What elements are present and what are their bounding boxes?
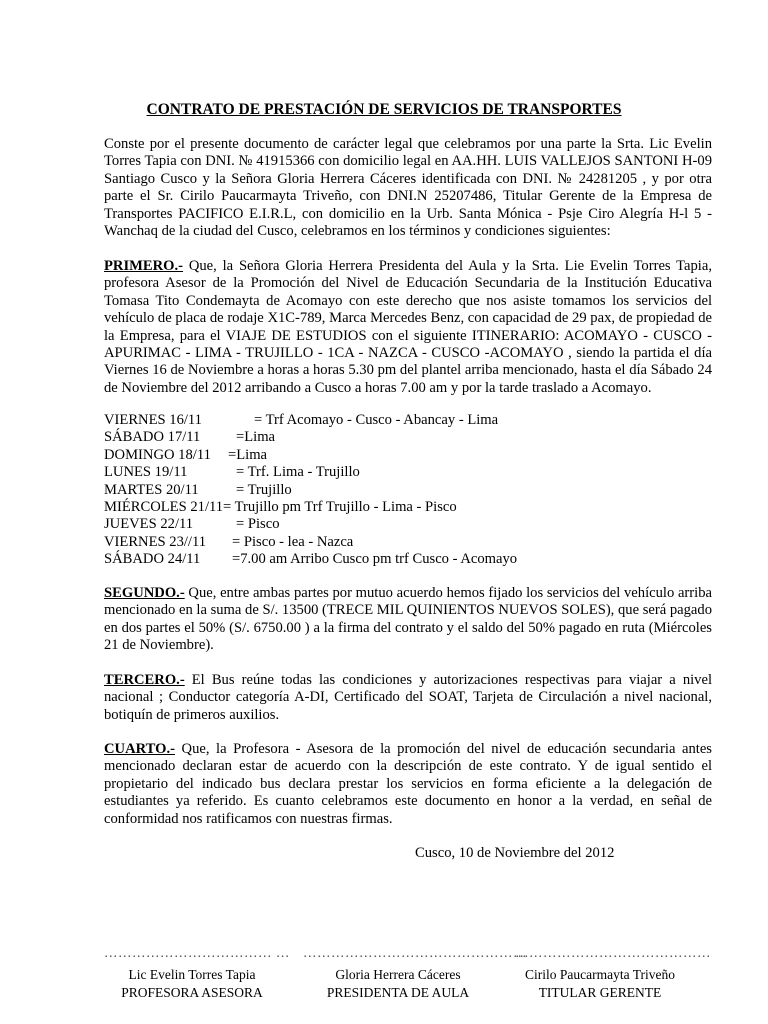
itinerary-day: DOMINGO 18/11	[104, 446, 211, 463]
itinerary-route: =7.00 am Arribo Cusco pm trf Cusco - Acomayo	[232, 551, 518, 568]
intro-paragraph: Conste por el presente documento de carácter legal que celebramos por una parte la Srta. Lic Evelin Torres Tapia con DNI. № 41915366 con domicilio legal en AA.HH. LUIS VALLEJOS SANTONI H-09 Santiago Cusco y la Señora Gloria Herrera Cáceres identificada con DNI. № 24281205 , y por otra parte el Sr. Cirilo Paucarmayta Triveño, con DNI.N 25207486, Titular Gerente de la Empresa de Transportes PACIFICO E.I.R.L, con domicilio en la Urb. Santa Mónica - Psje Ciro Alegría H-l 5 -Wanchaq de la ciudad del Cusco, celebramos en los términos y condiciones siguientes:	[104, 136, 712, 240]
itinerary-day: MARTES 20/11	[104, 481, 199, 498]
signer-name: Lic Evelin Torres Tapia	[128, 967, 256, 982]
signature-line: ……………………………… …	[104, 945, 290, 960]
clause-tercero-text: El Bus reúne todas las condiciones y autorizaciones respectivas para viajar a nivel nacional ; Conductor categoría A-DI, Certificado del SOAT, Tarjeta de Circulación a nivel nacional, botiquín de primeros auxilios.	[104, 672, 712, 723]
signer-role: PRESIDENTA DE AULA	[326, 985, 470, 1000]
itinerary-route: = Trf Acomayo - Cusco - Abancay - Lima	[254, 412, 499, 428]
itinerary-day: SÁBADO 24/11	[104, 551, 201, 568]
clause-segundo-text: Que, entre ambas partes por mutuo acuerdo hemos fijado los servicios del vehículo arriba mencionado en la suma de S/. 13500 (TRECE MIL QUINIENTOS NUEVOS SOLES), que será pagado en dos partes el 50% (S/. 6750.00 ) a la firma del contrato y el saldo del 50% pagado en ruta (Miércoles 21 de Noviembre).	[104, 585, 712, 654]
clause-tercero	[104, 672, 712, 724]
signature-block	[515, 944, 711, 1002]
signer-name: Gloria Herrera Cáceres	[335, 967, 461, 982]
itinerary-route: = Pisco	[236, 516, 280, 533]
signer-name: Cirilo Paucarmayta Triveño	[525, 967, 675, 982]
signature-line: …………………………………………	[303, 945, 527, 960]
signature-block	[303, 944, 527, 1002]
clause-cuarto-heading: CUARTO.-	[104, 741, 175, 757]
clause-cuarto	[104, 741, 712, 828]
clause-primero-heading: PRIMERO.-	[104, 258, 184, 274]
itinerary-route: =Lima	[228, 446, 268, 463]
itinerary-route: = Pisco - lea - Nazca	[232, 533, 354, 550]
itinerary-route: = Trujillo pm Trf Trujillo - Lima - Pisco	[223, 498, 457, 515]
signer-role: PROFESORA ASESORA	[121, 985, 263, 1000]
signature-line: ……………………………………	[515, 945, 711, 960]
itinerary-day: VIERNES 16/11	[104, 412, 202, 428]
itinerary-day: LUNES 19/11	[104, 464, 188, 481]
clause-tercero-heading: TERCERO.-	[104, 672, 185, 688]
document-title: CONTRATO DE PRESTACIÓN DE SERVICIOS DE TRANSPORTES	[146, 101, 622, 118]
itinerary-day: SÁBADO 17/11	[104, 429, 201, 446]
itinerary-route: =Lima	[236, 429, 276, 446]
itinerary-day: VIERNES 23//11	[104, 533, 207, 550]
signature-block	[104, 944, 290, 1002]
clause-cuarto-text: Que, la Profesora - Asesora de la promoción del nivel de educación secundaria antes mencionado declaran estar de acuerdo con la descripción de este contrato. Y de igual sentido el propietario del indicado bus declara prestar los servicios en forma eficiente a la delegación de estudiantes ya referido. Es cuanto celebramos este documento en honor a la verdad, en señal de conformidad nos ratificamos con nuestras firmas.	[104, 741, 712, 827]
clause-primero	[104, 258, 712, 397]
clause-primero-text: Que, la Señora Gloria Herrera Presidenta del Aula y la Srta. Lie Evelin Torres Tapia, profesora Asesor de la Promoción del Nivel de Educación Secundaria de la Institución Educativa Tomasa Tito Condemayta de Acomayo con este derecho que nos asiste tomamos los servicios del vehículo de placa de rodaje X1C-789, Marca Mercedes Benz, con capacidad de 29 pax, de propiedad de la Empresa, para el VIAJE DE ESTUDIOS con el siguiente ITINERARIO: ACOMAYO - CUSCO - APURIMAC - LIMA - TRUJILLO - 1CA - NAZCA - CUSCO -ACOMAYO , siendo la partida el día Viernes 16 de Noviembre a horas a horas 5.30 pm del plantel arriba mencionado, hasta el día Sábado 24 de Noviembre del 2012 arribando a Cusco a horas 7.00 am y por la tarde traslado a Acomayo.	[104, 258, 712, 396]
signing-date: Cusco, 10 de Noviembre del 2012	[415, 845, 615, 861]
itinerary-day: JUEVES 22/11	[104, 516, 194, 533]
signer-role: TITULAR GERENTE	[538, 985, 662, 1000]
itinerary-route: = Trujillo	[236, 481, 292, 498]
itinerary-route: = Trf. Lima - Trujillo	[236, 464, 360, 481]
itinerary-day: MIÉRCOLES 21/11	[104, 498, 224, 515]
clause-segundo	[104, 585, 712, 655]
clause-segundo-heading: SEGUNDO.-	[104, 585, 185, 601]
